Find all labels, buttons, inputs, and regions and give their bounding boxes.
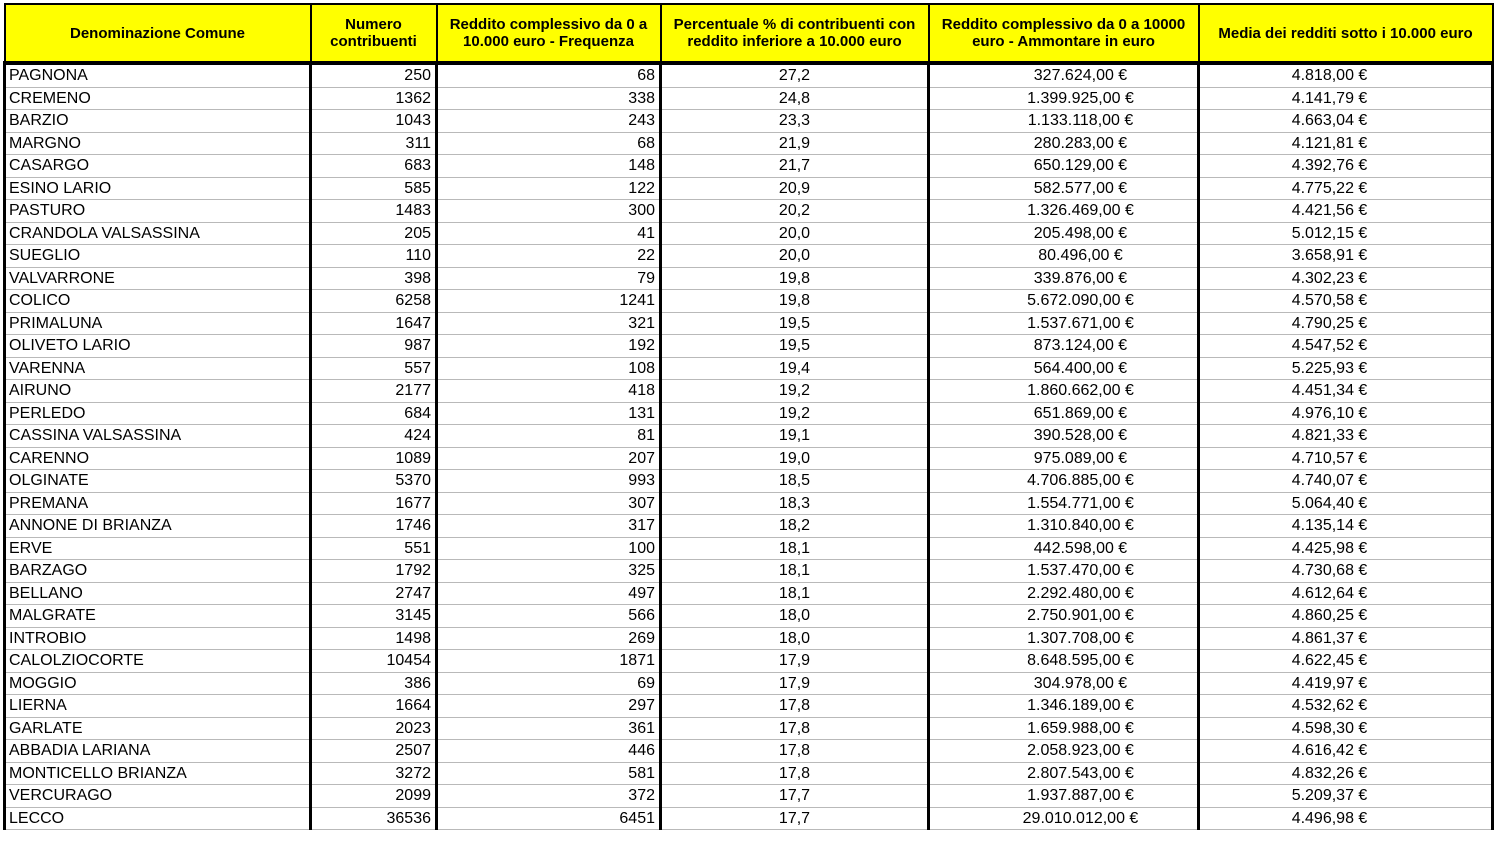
cell-ammontare[interactable]: 280.283,00 € <box>929 132 1199 155</box>
cell-frequenza[interactable]: 207 <box>437 447 661 470</box>
cell-frequenza[interactable]: 81 <box>437 425 661 448</box>
cell-media[interactable]: 4.818,00 € <box>1199 63 1493 87</box>
cell-numero-contribuenti[interactable]: 2507 <box>311 740 437 763</box>
cell-numero-contribuenti[interactable]: 311 <box>311 132 437 155</box>
cell-numero-contribuenti[interactable]: 2023 <box>311 717 437 740</box>
cell-ammontare[interactable]: 2.750.901,00 € <box>929 605 1199 628</box>
cell-media[interactable]: 5.225,93 € <box>1199 357 1493 380</box>
table-row[interactable] <box>5 380 1493 403</box>
cell-ammontare[interactable]: 390.528,00 € <box>929 425 1199 448</box>
cell-frequenza[interactable]: 1241 <box>437 290 661 313</box>
cell-ammontare[interactable]: 442.598,00 € <box>929 537 1199 560</box>
cell-frequenza[interactable]: 300 <box>437 200 661 223</box>
header-frequenza[interactable]: Reddito complessivo da 0 a 10.000 euro - Frequenza <box>437 4 661 63</box>
cell-comune[interactable]: LIERNA <box>5 695 311 718</box>
cell-numero-contribuenti[interactable]: 5370 <box>311 470 437 493</box>
cell-numero-contribuenti[interactable]: 3272 <box>311 762 437 785</box>
cell-ammontare[interactable]: 2.292.480,00 € <box>929 582 1199 605</box>
cell-percentuale[interactable]: 17,8 <box>661 695 929 718</box>
cell-numero-contribuenti[interactable]: 2747 <box>311 582 437 605</box>
cell-frequenza[interactable]: 41 <box>437 222 661 245</box>
table-row[interactable] <box>5 492 1493 515</box>
cell-numero-contribuenti[interactable]: 987 <box>311 335 437 358</box>
cell-comune[interactable]: BARZAGO <box>5 560 311 583</box>
cell-percentuale[interactable]: 20,2 <box>661 200 929 223</box>
cell-ammontare[interactable]: 8.648.595,00 € <box>929 650 1199 673</box>
cell-frequenza[interactable]: 1871 <box>437 650 661 673</box>
cell-comune[interactable]: ERVE <box>5 537 311 560</box>
cell-ammontare[interactable]: 1.307.708,00 € <box>929 627 1199 650</box>
cell-percentuale[interactable]: 18,5 <box>661 470 929 493</box>
cell-percentuale[interactable]: 19,5 <box>661 335 929 358</box>
cell-numero-contribuenti[interactable]: 10454 <box>311 650 437 673</box>
cell-media[interactable]: 4.821,33 € <box>1199 425 1493 448</box>
cell-numero-contribuenti[interactable]: 1089 <box>311 447 437 470</box>
cell-frequenza[interactable]: 418 <box>437 380 661 403</box>
table-row[interactable] <box>5 807 1493 830</box>
cell-numero-contribuenti[interactable]: 3145 <box>311 605 437 628</box>
cell-comune[interactable]: MARGNO <box>5 132 311 155</box>
cell-comune[interactable]: CALOLZIOCORTE <box>5 650 311 673</box>
cell-ammontare[interactable]: 873.124,00 € <box>929 335 1199 358</box>
cell-frequenza[interactable]: 122 <box>437 177 661 200</box>
cell-percentuale[interactable]: 17,8 <box>661 740 929 763</box>
cell-frequenza[interactable]: 581 <box>437 762 661 785</box>
cell-comune[interactable]: SUEGLIO <box>5 245 311 268</box>
cell-frequenza[interactable]: 338 <box>437 87 661 110</box>
header-media[interactable]: Media dei redditi sotto i 10.000 euro <box>1199 4 1493 63</box>
cell-comune[interactable]: CASARGO <box>5 155 311 178</box>
cell-percentuale[interactable]: 19,2 <box>661 402 929 425</box>
cell-media[interactable]: 4.730,68 € <box>1199 560 1493 583</box>
cell-media[interactable]: 4.598,30 € <box>1199 717 1493 740</box>
table-row[interactable] <box>5 582 1493 605</box>
cell-numero-contribuenti[interactable]: 205 <box>311 222 437 245</box>
cell-media[interactable]: 4.860,25 € <box>1199 605 1493 628</box>
cell-frequenza[interactable]: 131 <box>437 402 661 425</box>
cell-numero-contribuenti[interactable]: 250 <box>311 63 437 87</box>
header-comune[interactable]: Denominazione Comune <box>5 4 311 63</box>
cell-comune[interactable]: PAGNONA <box>5 63 311 87</box>
cell-comune[interactable]: MONTICELLO BRIANZA <box>5 762 311 785</box>
table-row[interactable] <box>5 290 1493 313</box>
cell-comune[interactable]: OLGINATE <box>5 470 311 493</box>
cell-media[interactable]: 4.570,58 € <box>1199 290 1493 313</box>
table-row[interactable] <box>5 537 1493 560</box>
table-row[interactable] <box>5 762 1493 785</box>
cell-frequenza[interactable]: 243 <box>437 110 661 133</box>
cell-percentuale[interactable]: 19,5 <box>661 312 929 335</box>
cell-media[interactable]: 4.790,25 € <box>1199 312 1493 335</box>
table-row[interactable] <box>5 155 1493 178</box>
cell-comune[interactable]: MALGRATE <box>5 605 311 628</box>
cell-percentuale[interactable]: 18,1 <box>661 537 929 560</box>
cell-media[interactable]: 4.302,23 € <box>1199 267 1493 290</box>
cell-percentuale[interactable]: 20,9 <box>661 177 929 200</box>
cell-numero-contribuenti[interactable]: 585 <box>311 177 437 200</box>
cell-frequenza[interactable]: 69 <box>437 672 661 695</box>
cell-comune[interactable]: GARLATE <box>5 717 311 740</box>
cell-comune[interactable]: MOGGIO <box>5 672 311 695</box>
cell-comune[interactable]: CRANDOLA VALSASSINA <box>5 222 311 245</box>
cell-percentuale[interactable]: 19,2 <box>661 380 929 403</box>
table-row[interactable] <box>5 357 1493 380</box>
table-row[interactable] <box>5 650 1493 673</box>
cell-media[interactable]: 4.976,10 € <box>1199 402 1493 425</box>
table-row[interactable] <box>5 605 1493 628</box>
table-row[interactable] <box>5 177 1493 200</box>
cell-media[interactable]: 4.425,98 € <box>1199 537 1493 560</box>
cell-media[interactable]: 4.616,42 € <box>1199 740 1493 763</box>
cell-ammontare[interactable]: 1.133.118,00 € <box>929 110 1199 133</box>
cell-percentuale[interactable]: 23,3 <box>661 110 929 133</box>
cell-media[interactable]: 4.612,64 € <box>1199 582 1493 605</box>
cell-percentuale[interactable]: 19,8 <box>661 267 929 290</box>
table-row[interactable] <box>5 335 1493 358</box>
cell-percentuale[interactable]: 18,3 <box>661 492 929 515</box>
cell-comune[interactable]: PERLEDO <box>5 402 311 425</box>
cell-percentuale[interactable]: 17,9 <box>661 650 929 673</box>
header-ammontare[interactable]: Reddito complessivo da 0 a 10000 euro - Ammontare in euro <box>929 4 1199 63</box>
cell-ammontare[interactable]: 80.496,00 € <box>929 245 1199 268</box>
cell-media[interactable]: 5.012,15 € <box>1199 222 1493 245</box>
cell-numero-contribuenti[interactable]: 557 <box>311 357 437 380</box>
cell-media[interactable]: 4.775,22 € <box>1199 177 1493 200</box>
cell-media[interactable]: 4.451,34 € <box>1199 380 1493 403</box>
header-percentuale[interactable]: Percentuale % di contribuenti con reddito inferiore a 10.000 euro <box>661 4 929 63</box>
cell-media[interactable]: 4.710,57 € <box>1199 447 1493 470</box>
cell-ammontare[interactable]: 1.310.840,00 € <box>929 515 1199 538</box>
cell-ammontare[interactable]: 1.537.470,00 € <box>929 560 1199 583</box>
cell-comune[interactable]: PASTURO <box>5 200 311 223</box>
cell-comune[interactable]: LECCO <box>5 807 311 830</box>
cell-percentuale[interactable]: 19,0 <box>661 447 929 470</box>
table-row[interactable] <box>5 132 1493 155</box>
table-row[interactable] <box>5 740 1493 763</box>
cell-percentuale[interactable]: 17,7 <box>661 785 929 808</box>
cell-numero-contribuenti[interactable]: 398 <box>311 267 437 290</box>
cell-frequenza[interactable]: 148 <box>437 155 661 178</box>
cell-media[interactable]: 4.622,45 € <box>1199 650 1493 673</box>
table-row[interactable] <box>5 87 1493 110</box>
cell-frequenza[interactable]: 566 <box>437 605 661 628</box>
cell-percentuale[interactable]: 18,1 <box>661 560 929 583</box>
cell-percentuale[interactable]: 19,1 <box>661 425 929 448</box>
cell-frequenza[interactable]: 108 <box>437 357 661 380</box>
cell-media[interactable]: 4.141,79 € <box>1199 87 1493 110</box>
cell-comune[interactable]: VARENNA <box>5 357 311 380</box>
cell-numero-contribuenti[interactable]: 683 <box>311 155 437 178</box>
table-row[interactable] <box>5 627 1493 650</box>
table-row[interactable] <box>5 402 1493 425</box>
cell-percentuale[interactable]: 18,1 <box>661 582 929 605</box>
cell-comune[interactable]: CARENNO <box>5 447 311 470</box>
cell-media[interactable]: 4.496,98 € <box>1199 807 1493 830</box>
table-row[interactable] <box>5 785 1493 808</box>
cell-numero-contribuenti[interactable]: 2177 <box>311 380 437 403</box>
cell-ammontare[interactable]: 29.010.012,00 € <box>929 807 1199 830</box>
cell-comune[interactable]: PREMANA <box>5 492 311 515</box>
cell-frequenza[interactable]: 192 <box>437 335 661 358</box>
table-row[interactable] <box>5 245 1493 268</box>
cell-comune[interactable]: BELLANO <box>5 582 311 605</box>
cell-numero-contribuenti[interactable]: 1677 <box>311 492 437 515</box>
cell-numero-contribuenti[interactable]: 424 <box>311 425 437 448</box>
table-row[interactable] <box>5 110 1493 133</box>
cell-numero-contribuenti[interactable]: 2099 <box>311 785 437 808</box>
cell-comune[interactable]: BARZIO <box>5 110 311 133</box>
cell-numero-contribuenti[interactable]: 1647 <box>311 312 437 335</box>
cell-ammontare[interactable]: 1.399.925,00 € <box>929 87 1199 110</box>
cell-ammontare[interactable]: 1.659.988,00 € <box>929 717 1199 740</box>
cell-numero-contribuenti[interactable]: 110 <box>311 245 437 268</box>
table-row[interactable] <box>5 425 1493 448</box>
cell-comune[interactable]: COLICO <box>5 290 311 313</box>
table-row[interactable] <box>5 717 1493 740</box>
cell-ammontare[interactable]: 339.876,00 € <box>929 267 1199 290</box>
cell-frequenza[interactable]: 361 <box>437 717 661 740</box>
cell-ammontare[interactable]: 1.346.189,00 € <box>929 695 1199 718</box>
cell-percentuale[interactable]: 17,9 <box>661 672 929 695</box>
cell-media[interactable]: 4.740,07 € <box>1199 470 1493 493</box>
cell-frequenza[interactable]: 22 <box>437 245 661 268</box>
cell-comune[interactable]: CASSINA VALSASSINA <box>5 425 311 448</box>
table-row[interactable] <box>5 312 1493 335</box>
cell-numero-contribuenti[interactable]: 1362 <box>311 87 437 110</box>
cell-media[interactable]: 4.861,37 € <box>1199 627 1493 650</box>
table-row[interactable] <box>5 447 1493 470</box>
cell-ammontare[interactable]: 1.937.887,00 € <box>929 785 1199 808</box>
cell-media[interactable]: 4.663,04 € <box>1199 110 1493 133</box>
cell-ammontare[interactable]: 1.860.662,00 € <box>929 380 1199 403</box>
cell-frequenza[interactable]: 68 <box>437 132 661 155</box>
cell-percentuale[interactable]: 24,8 <box>661 87 929 110</box>
cell-numero-contribuenti[interactable]: 684 <box>311 402 437 425</box>
cell-percentuale[interactable]: 17,7 <box>661 807 929 830</box>
cell-ammontare[interactable]: 304.978,00 € <box>929 672 1199 695</box>
cell-media[interactable]: 5.064,40 € <box>1199 492 1493 515</box>
cell-ammontare[interactable]: 5.672.090,00 € <box>929 290 1199 313</box>
cell-percentuale[interactable]: 21,9 <box>661 132 929 155</box>
table-row[interactable] <box>5 267 1493 290</box>
table-row[interactable] <box>5 470 1493 493</box>
cell-numero-contribuenti[interactable]: 386 <box>311 672 437 695</box>
cell-media[interactable]: 4.547,52 € <box>1199 335 1493 358</box>
cell-frequenza[interactable]: 68 <box>437 63 661 87</box>
cell-comune[interactable]: INTROBIO <box>5 627 311 650</box>
cell-comune[interactable]: PRIMALUNA <box>5 312 311 335</box>
cell-frequenza[interactable]: 6451 <box>437 807 661 830</box>
cell-percentuale[interactable]: 18,2 <box>661 515 929 538</box>
cell-media[interactable]: 3.658,91 € <box>1199 245 1493 268</box>
cell-ammontare[interactable]: 975.089,00 € <box>929 447 1199 470</box>
table-row[interactable] <box>5 200 1493 223</box>
cell-comune[interactable]: ANNONE DI BRIANZA <box>5 515 311 538</box>
cell-frequenza[interactable]: 269 <box>437 627 661 650</box>
cell-frequenza[interactable]: 297 <box>437 695 661 718</box>
cell-ammontare[interactable]: 1.537.671,00 € <box>929 312 1199 335</box>
cell-percentuale[interactable]: 20,0 <box>661 245 929 268</box>
cell-frequenza[interactable]: 307 <box>437 492 661 515</box>
cell-ammontare[interactable]: 1.326.469,00 € <box>929 200 1199 223</box>
cell-frequenza[interactable]: 100 <box>437 537 661 560</box>
cell-ammontare[interactable]: 2.058.923,00 € <box>929 740 1199 763</box>
cell-comune[interactable]: ABBADIA LARIANA <box>5 740 311 763</box>
cell-ammontare[interactable]: 2.807.543,00 € <box>929 762 1199 785</box>
header-row <box>5 4 1493 63</box>
cell-frequenza[interactable]: 497 <box>437 582 661 605</box>
cell-comune[interactable]: VALVARRONE <box>5 267 311 290</box>
table-row[interactable] <box>5 63 1493 87</box>
cell-ammontare[interactable]: 582.577,00 € <box>929 177 1199 200</box>
cell-media[interactable]: 4.832,26 € <box>1199 762 1493 785</box>
cell-percentuale[interactable]: 19,4 <box>661 357 929 380</box>
cell-numero-contribuenti[interactable]: 1498 <box>311 627 437 650</box>
cell-media[interactable]: 4.121,81 € <box>1199 132 1493 155</box>
cell-frequenza[interactable]: 321 <box>437 312 661 335</box>
table-row[interactable] <box>5 515 1493 538</box>
cell-frequenza[interactable]: 79 <box>437 267 661 290</box>
cell-ammontare[interactable]: 205.498,00 € <box>929 222 1199 245</box>
cell-frequenza[interactable]: 317 <box>437 515 661 538</box>
cell-ammontare[interactable]: 650.129,00 € <box>929 155 1199 178</box>
cell-ammontare[interactable]: 4.706.885,00 € <box>929 470 1199 493</box>
table-body <box>5 63 1493 830</box>
cell-frequenza[interactable]: 993 <box>437 470 661 493</box>
cell-ammontare[interactable]: 1.554.771,00 € <box>929 492 1199 515</box>
cell-numero-contribuenti[interactable]: 1746 <box>311 515 437 538</box>
cell-percentuale[interactable]: 17,8 <box>661 717 929 740</box>
cell-media[interactable]: 4.392,76 € <box>1199 155 1493 178</box>
cell-media[interactable]: 5.209,37 € <box>1199 785 1493 808</box>
cell-percentuale[interactable]: 19,8 <box>661 290 929 313</box>
cell-percentuale[interactable]: 17,8 <box>661 762 929 785</box>
header-numero-contribuenti[interactable]: Numero contribuenti <box>311 4 437 63</box>
cell-frequenza[interactable]: 372 <box>437 785 661 808</box>
cell-media[interactable]: 4.532,62 € <box>1199 695 1493 718</box>
cell-numero-contribuenti[interactable]: 36536 <box>311 807 437 830</box>
cell-numero-contribuenti[interactable]: 1664 <box>311 695 437 718</box>
cell-percentuale[interactable]: 21,7 <box>661 155 929 178</box>
cell-percentuale[interactable]: 20,0 <box>661 222 929 245</box>
cell-numero-contribuenti[interactable]: 1483 <box>311 200 437 223</box>
cell-frequenza[interactable]: 446 <box>437 740 661 763</box>
cell-media[interactable]: 4.135,14 € <box>1199 515 1493 538</box>
cell-numero-contribuenti[interactable]: 1043 <box>311 110 437 133</box>
cell-comune[interactable]: OLIVETO LARIO <box>5 335 311 358</box>
cell-ammontare[interactable]: 564.400,00 € <box>929 357 1199 380</box>
cell-comune[interactable]: CREMENO <box>5 87 311 110</box>
cell-comune[interactable]: ESINO LARIO <box>5 177 311 200</box>
cell-numero-contribuenti[interactable]: 1792 <box>311 560 437 583</box>
cell-ammontare[interactable]: 651.869,00 € <box>929 402 1199 425</box>
cell-media[interactable]: 4.421,56 € <box>1199 200 1493 223</box>
cell-media[interactable]: 4.419,97 € <box>1199 672 1493 695</box>
cell-numero-contribuenti[interactable]: 6258 <box>311 290 437 313</box>
table-row[interactable] <box>5 695 1493 718</box>
cell-comune[interactable]: AIRUNO <box>5 380 311 403</box>
table-row[interactable] <box>5 672 1493 695</box>
cell-percentuale[interactable]: 27,2 <box>661 63 929 87</box>
cell-percentuale[interactable]: 18,0 <box>661 627 929 650</box>
cell-percentuale[interactable]: 18,0 <box>661 605 929 628</box>
table-header <box>5 4 1493 63</box>
cell-frequenza[interactable]: 325 <box>437 560 661 583</box>
cell-ammontare[interactable]: 327.624,00 € <box>929 63 1199 87</box>
income-table <box>3 3 1494 830</box>
table-row[interactable] <box>5 560 1493 583</box>
cell-comune[interactable]: VERCURAGO <box>5 785 311 808</box>
cell-numero-contribuenti[interactable]: 551 <box>311 537 437 560</box>
table-row[interactable] <box>5 222 1493 245</box>
